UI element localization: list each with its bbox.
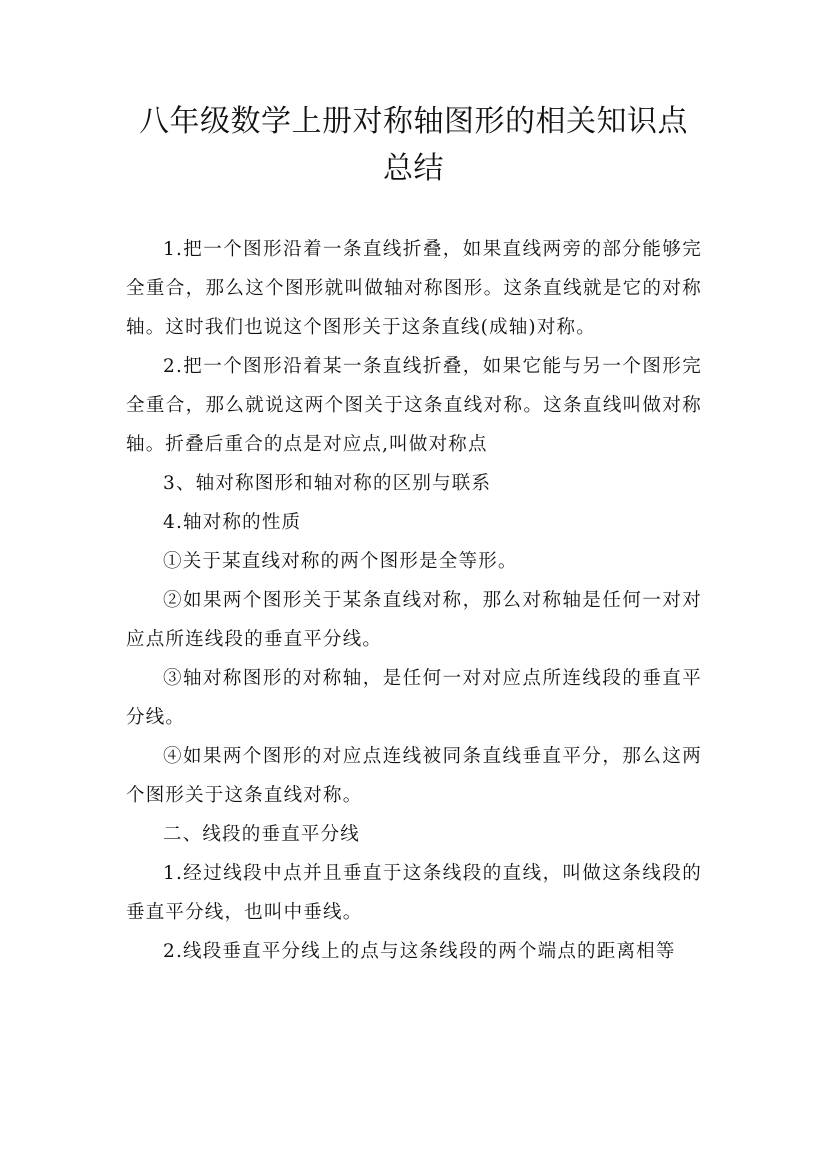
- property-item-3: ③轴对称图形的对称轴，是任何一对对应点所连线段的垂直平分线。: [126, 668, 702, 728]
- property-item-2: ②如果两个图形关于某条直线对称，那么对称轴是任何一对对应点所连线段的垂直平分线。: [126, 590, 702, 650]
- document-title: [100, 98, 727, 192]
- section-heading-perpendicular-bisector: 二、线段的垂直平分线: [163, 824, 361, 845]
- paragraph-4-properties-heading: 4.轴对称的性质: [163, 512, 302, 533]
- document-body: [126, 230, 702, 971]
- paragraph-perpendicular-bisector-property: 2.线段垂直平分线上的点与这条线段的两个端点的距离相等: [163, 941, 676, 962]
- property-item-4: ④如果两个图形的对应点连线被同条直线垂直平分，那么这两个图形关于这条直线对称。: [126, 746, 702, 806]
- property-item-1: ①关于某直线对称的两个图形是全等形。: [163, 551, 518, 572]
- paragraph-3-difference-and-relation: 3、轴对称图形和轴对称的区别与联系: [163, 473, 492, 494]
- paragraph-1-definition-axis-symmetric-figure: 1.把一个图形沿着一条直线折叠，如果直线两旁的部分能够完全重合，那么这个图形就叫做轴对称图形。这条直线就是它的对称轴。这时我们也说这个图形关于这条直线(成轴)对称。: [126, 239, 702, 338]
- paragraph-2-definition-axial-symmetry: 2.把一个图形沿着某一条直线折叠，如果它能与另一个图形完全重合，那么就说这两个图关于这条直线对称。这条直线叫做对称轴。折叠后重合的点是对应点,叫做对称点: [126, 356, 702, 455]
- paragraph-perpendicular-bisector-definition: 1.经过线段中点并且垂直于这条线段的直线，叫做这条线段的垂直平分线，也叫中垂线。: [126, 863, 702, 923]
- title-line-1: 八年级数学上册对称轴图形的相关知识点: [139, 104, 688, 139]
- title-line-2: 总结: [383, 151, 444, 186]
